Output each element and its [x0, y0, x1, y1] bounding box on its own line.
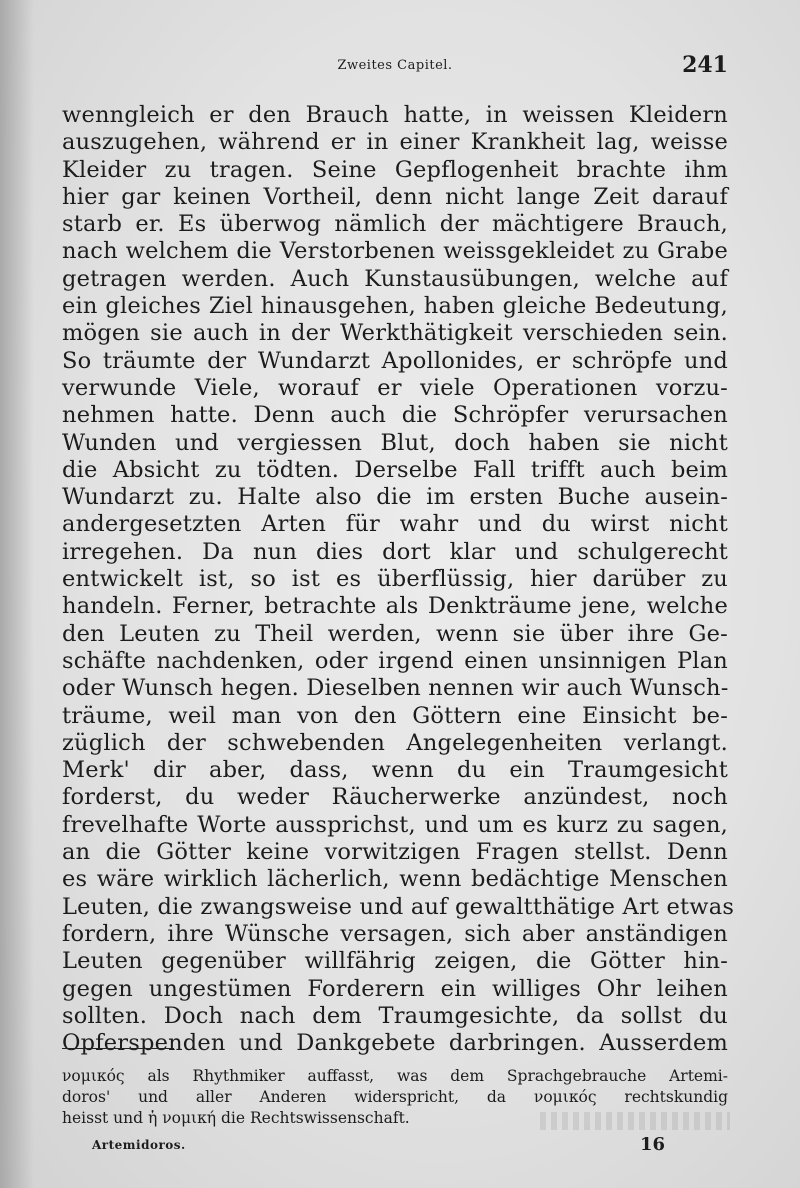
- text-line: die Absicht zu tödten. Derselbe Fall trifft auch beim: [62, 456, 728, 483]
- text-line: frevelhafte Worte aussprichst, und um es kurz zu sagen,: [62, 811, 728, 838]
- text-line: Opferspenden und Dankgebete darbringen. Ausserdem: [62, 1030, 728, 1057]
- text-line: nach welchem die Verstorbenen weissgekleidet zu Grabe: [62, 238, 728, 265]
- text-line: irregehen. Da nun dies dort klar und schulgerecht: [62, 538, 728, 565]
- body-text: [62, 102, 735, 1057]
- text-line: hier gar keinen Vortheil, denn nicht lange Zeit darauf: [62, 183, 728, 210]
- text-line: oder Wunsch hegen. Dieselben nennen wir auch Wunsch-: [62, 675, 729, 702]
- text-line: träume, weil man von den Göttern eine Einsicht be-: [62, 702, 728, 729]
- text-line: Kleider zu tragen. Seine Gepflogenheit brachte ihm: [62, 156, 728, 183]
- footnote-rule: [62, 1048, 174, 1049]
- text-line: gegen ungestümen Forderern ein williges Ohr leihen: [62, 975, 728, 1002]
- page-header: [62, 52, 728, 86]
- show-through-text: [540, 1112, 730, 1130]
- text-line: Leuten gegenüber willfährig zeigen, die Götter hin-: [62, 948, 728, 975]
- text-line: sollten. Doch nach dem Traumgesichte, da sollst du: [62, 1002, 728, 1029]
- footnote-line: heisst und ἡ νομική die Rechtswissenschaft.: [62, 1109, 410, 1127]
- text-line: So träumte der Wundarzt Apollonides, er schröpfe und: [62, 347, 728, 374]
- signature-mark: Artemidoros.: [92, 1138, 186, 1152]
- text-line: Merk' dir aber, dass, wenn du ein Traumgesicht: [62, 757, 728, 784]
- text-line: starb er. Es überwog nämlich der mächtigere Brauch,: [62, 211, 728, 238]
- text-line: nehmen hatte. Denn auch die Schröpfer verursachen: [62, 402, 728, 429]
- text-line: an die Götter keine vorwitzigen Fragen stellst. Denn: [62, 839, 728, 866]
- text-line: es wäre wirklich lächerlich, wenn bedächtige Menschen: [62, 866, 728, 893]
- text-line: handeln. Ferner, betrachte als Denkträume jene, welche: [62, 593, 728, 620]
- text-line: züglich der schwebenden Angelegenheiten verlangt.: [62, 729, 728, 756]
- text-line: Wunden und vergiessen Blut, doch haben sie nicht: [62, 429, 728, 456]
- page-number: 241: [682, 52, 728, 78]
- text-line: ein gleiches Ziel hinausgehen, haben gleiche Bedeutung,: [62, 293, 728, 320]
- text-line: schäfte nachdenken, oder irgend einen unsinnigen Plan: [62, 647, 728, 674]
- text-line: verwunde Viele, worauf er viele Operationen vorzu-: [62, 374, 728, 401]
- text-line: den Leuten zu Theil werden, wenn sie über ihre Ge-: [62, 620, 728, 647]
- text-line: mögen sie auch in der Werkthätigkeit verschieden sein.: [62, 320, 728, 347]
- footnote-line: νομικός als Rhythmiker auffasst, was dem Sprachgebrauche Artemi-: [62, 1067, 728, 1085]
- text-line: entwickelt ist, so ist es überflüssig, hier darüber zu: [62, 566, 728, 593]
- text-line: Leuten, die zwangsweise und auf gewaltthätige Art etwas: [62, 893, 735, 920]
- running-head: Zweites Capitel.: [337, 58, 453, 73]
- text-line: fordern, ihre Wünsche versagen, sich aber anständigen: [62, 920, 728, 947]
- text-line: wenngleich er den Brauch hatte, in weissen Kleidern: [62, 102, 728, 128]
- text-line: auszugehen, während er in einer Krankheit lag, weisse: [62, 129, 728, 156]
- text-line: getragen werden. Auch Kunstausübungen, welche auf: [62, 265, 728, 292]
- text-line: andergesetzten Arten für wahr und du wirst nicht: [62, 511, 728, 538]
- text-line: Wundarzt zu. Halte also die im ersten Buche ausein-: [62, 484, 728, 511]
- signature-number: 16: [640, 1134, 666, 1155]
- text-line: forderst, du weder Räucherwerke anzündest, noch: [62, 784, 728, 811]
- footnote-line: doros' und aller Anderen widerspricht, da νομικός rechtskundig: [62, 1088, 728, 1106]
